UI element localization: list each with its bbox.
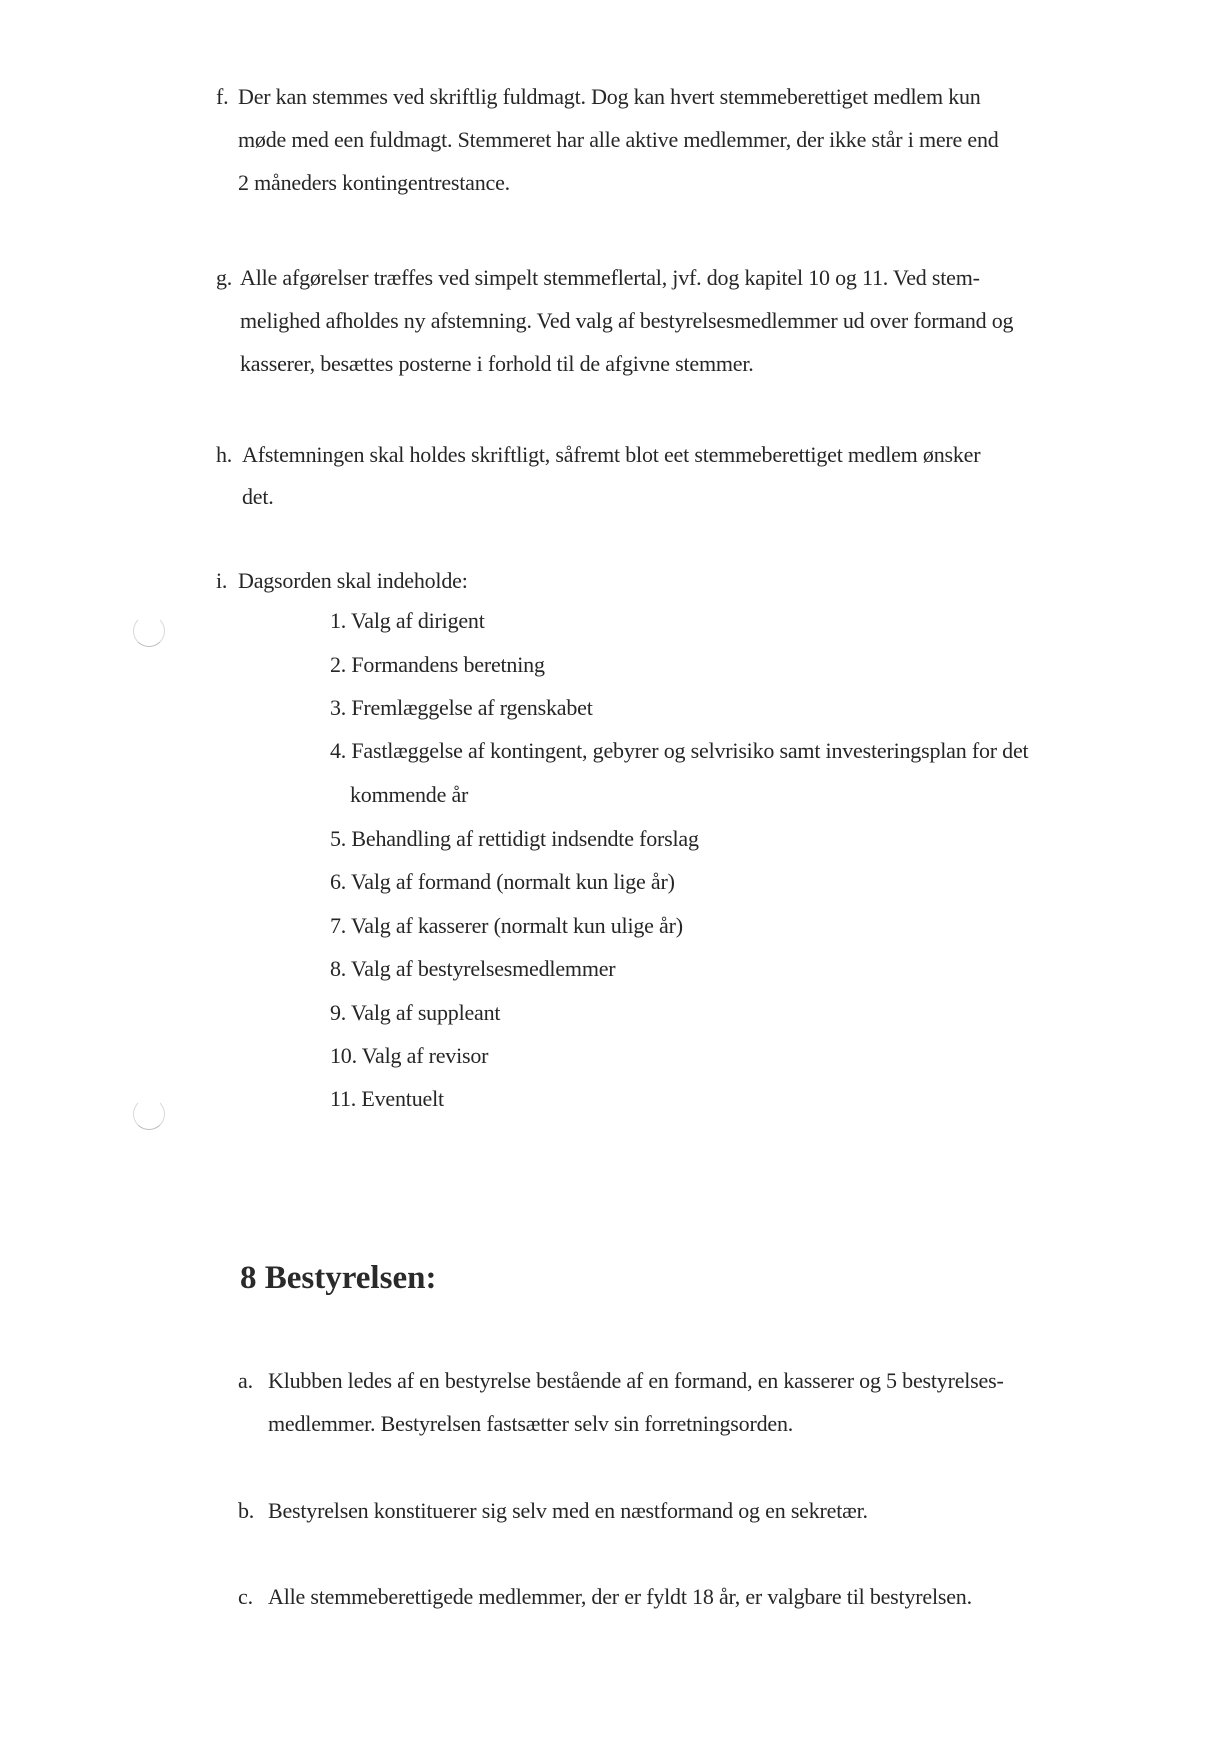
agenda-item: 2. Formandens beretning: [330, 652, 545, 677]
clause-text-line: Alle afgørelser træffes ved simpelt stemmeflertal, jvf. dog kapitel 10 og 11. Ved stem-: [240, 265, 980, 290]
clause-marker: g.: [216, 265, 233, 290]
punch-hole-top: [133, 615, 165, 647]
clause-text-line: det.: [242, 484, 274, 509]
agenda-item: 3. Fremlæggelse af rgenskabet: [330, 695, 593, 720]
clause-marker: i.: [216, 568, 228, 593]
clause-text-line: medlemmer. Bestyrelsen fastsætter selv sin forretningsorden.: [268, 1411, 794, 1436]
clause-text-line: 2 måneders kontingentrestance.: [238, 170, 510, 195]
clause-text-line: melighed afholdes ny afstemning. Ved valg af bestyrelsesmedlemmer ud over formand og: [240, 308, 1014, 333]
clause-marker: b.: [238, 1498, 255, 1523]
clause-text-line: kasserer, besættes posterne i forhold til de afgivne stemmer.: [240, 351, 754, 376]
punch-hole-bottom: [133, 1098, 165, 1130]
agenda-item: 8. Valg af bestyrelsesmedlemmer: [330, 956, 616, 981]
clause-text-line: Alle stemmeberettigede medlemmer, der er fyldt 18 år, er valgbare til bestyrelsen.: [268, 1584, 972, 1609]
clause-marker: a.: [238, 1368, 253, 1393]
clause-marker: h.: [216, 442, 233, 467]
clause-text-line: Dagsorden skal indeholde:: [238, 568, 468, 593]
agenda-item: 10. Valg af revisor: [330, 1043, 489, 1068]
clause-text-line: Bestyrelsen konstituerer sig selv med en næstformand og en sekretær.: [268, 1498, 868, 1523]
agenda-item: 6. Valg af formand (normalt kun lige år): [330, 869, 675, 894]
agenda-item-continuation: kommende år: [350, 782, 469, 807]
agenda-item: 1. Valg af dirigent: [330, 608, 485, 633]
clause-text-line: Afstemningen skal holdes skriftligt, såfremt blot eet stemmeberettiget medlem ønsker: [242, 442, 981, 467]
agenda-item: 11. Eventuelt: [330, 1086, 444, 1111]
clause-marker: c.: [238, 1584, 253, 1609]
clause-text-line: Klubben ledes af en bestyrelse bestående af en formand, en kasserer og 5 bestyrelses-: [268, 1368, 1004, 1393]
agenda-item: 4. Fastlæggelse af kontingent, gebyrer og selvrisiko samt investeringsplan for det: [330, 738, 1029, 763]
agenda-item: 9. Valg af suppleant: [330, 1000, 501, 1025]
clause-text-line: møde med een fuldmagt. Stemmeret har alle aktive medlemmer, der ikke står i mere end: [238, 127, 999, 152]
clause-marker: f.: [216, 84, 229, 109]
section-heading: 8 Bestyrelsen:: [240, 1260, 437, 1296]
clause-text-line: Der kan stemmes ved skriftlig fuldmagt. Dog kan hvert stemmeberettiget medlem kun: [238, 84, 981, 109]
agenda-item: 5. Behandling af rettidigt indsendte forslag: [330, 826, 699, 851]
agenda-item: 7. Valg af kasserer (normalt kun ulige år): [330, 913, 683, 938]
